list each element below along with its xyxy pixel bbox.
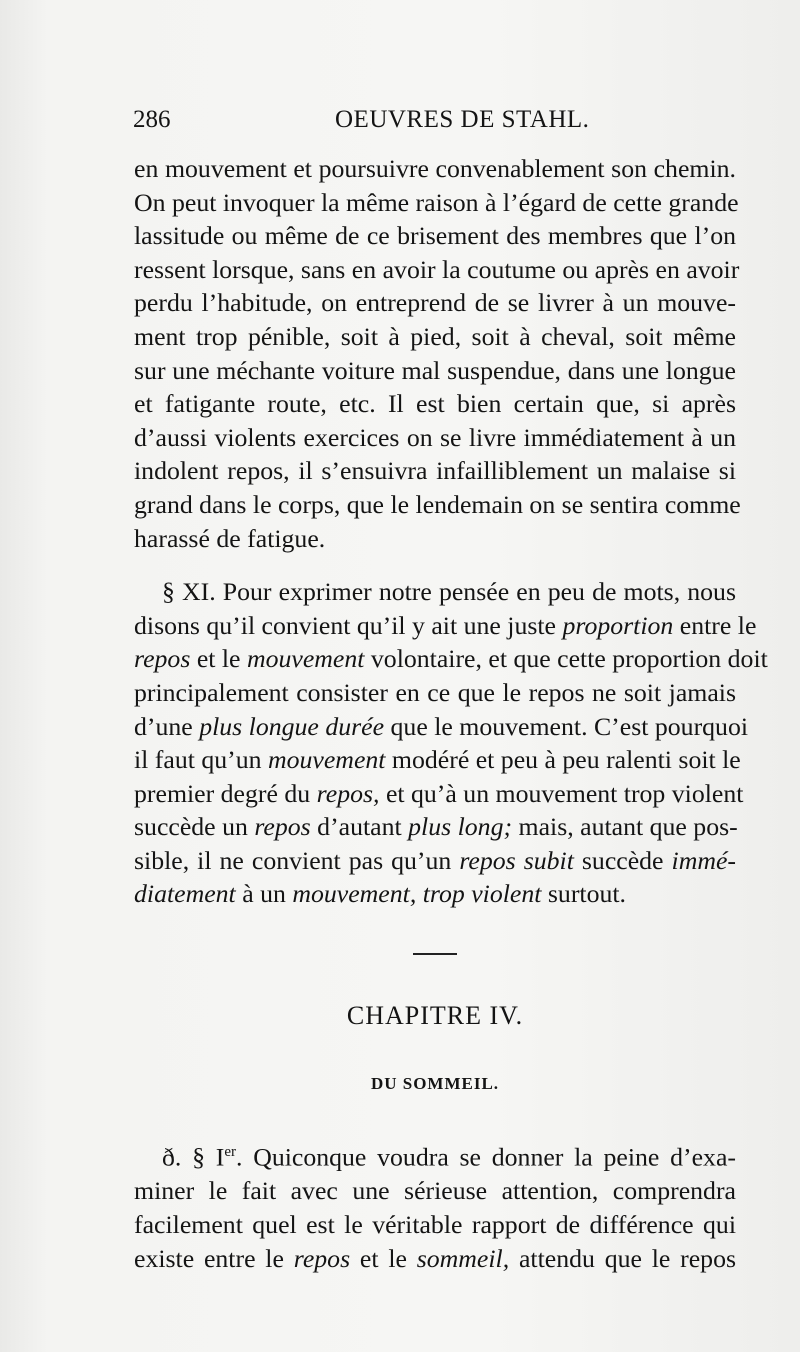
text-line: harassé de fatigue. (134, 523, 326, 553)
text-line: ressent lorsque, sans en avoir la coutume ou après en avoir (134, 254, 740, 284)
text-run: § XI. Pour exprimer notre pensée en peu de mots, nous (162, 577, 736, 607)
text-run: miner le fait avec une sérieuse attention, comprendra (134, 1176, 736, 1206)
text-run: entre le (679, 610, 757, 640)
text-line: et fatigante route, etc. Il est bien certain que, si après (134, 389, 736, 419)
section-title: DU SOMMEIL. (370, 1073, 500, 1093)
italic-run: repos, (316, 778, 380, 808)
italic-run: repos subit (459, 845, 574, 875)
italic-run: immé- (671, 845, 736, 875)
text-run: succède un (134, 812, 248, 842)
text-line (134, 676, 736, 710)
text-run: modéré et peu à peu ralenti soit le (391, 745, 741, 775)
text-line: On peut invoquer la même raison à l’égard de cette grande (134, 187, 739, 217)
text-run: ð. § I (162, 1142, 225, 1172)
text-run: et le (196, 644, 241, 674)
text-run: disons qu’il convient qu’il y ait une juste (134, 610, 557, 640)
italic-run: repos (293, 1243, 351, 1273)
page-number: 286 (133, 106, 171, 133)
text-line (134, 710, 749, 744)
italic-run: mouvement (246, 644, 365, 674)
superscript: er (224, 1144, 236, 1161)
text-run: facilement quel est le véritable rapport de différence qui (134, 1210, 736, 1240)
italic-run: repos (134, 644, 191, 674)
paragraph-gap (134, 555, 736, 575)
page-header (133, 106, 733, 142)
italic-run: mouvement, trop violent (292, 879, 542, 909)
text-line (134, 642, 768, 676)
text-run: que le mouvement. C’est pourquoi (390, 711, 749, 741)
italic-run: diatement (134, 879, 236, 909)
text-line: lassitude ou même de ce brisement des membres que l’on (134, 221, 736, 251)
section-divider (413, 953, 457, 955)
text-run: attendu que le repos (518, 1243, 737, 1273)
italic-run: sommeil, (416, 1243, 510, 1273)
italic-run: plus long; (408, 812, 513, 842)
chapter-title: CHAPITRE IV. (346, 1001, 524, 1031)
text-run: et le (359, 1243, 407, 1273)
text-run: d’autant (317, 812, 402, 842)
text-line (134, 1174, 736, 1208)
text-run: sible, il ne convient pas qu’un (134, 845, 452, 875)
paragraph-3 (134, 1136, 736, 1275)
italic-run: proportion (562, 610, 674, 640)
page-body (134, 152, 768, 1275)
running-head: OEUVRES DE STAHL. (335, 106, 590, 133)
text-run: volontaire, et que cette proportion doit (370, 644, 768, 674)
paragraph-1 (134, 152, 741, 555)
text-run: existe entre le (134, 1243, 284, 1273)
text-run: . Quiconque voudra se donner la peine d’exa- (236, 1142, 736, 1172)
text-line: sur une méchante voiture mal suspendue, dans une longue (134, 355, 736, 385)
text-run: principalement consister en ce que le repos ne soit jamais (134, 677, 736, 707)
italic-run: plus longue durée (199, 711, 385, 741)
paragraph-2 (134, 575, 768, 911)
text-line (134, 810, 736, 844)
text-line: en mouvement et poursuivre convenablement son chemin. (134, 154, 736, 183)
text-line (134, 575, 736, 609)
text-run: il faut qu’un (134, 745, 262, 775)
text-line (134, 777, 744, 811)
text-line (134, 1136, 736, 1174)
text-run: mais, autant que pos- (518, 812, 738, 842)
text-run: à un (242, 879, 286, 909)
text-line (134, 1208, 736, 1242)
italic-run: repos (254, 812, 311, 842)
text-run: succède (581, 845, 664, 875)
text-line: perdu l’habitude, on entreprend de se livrer à un mouve- (134, 288, 736, 318)
text-line: grand dans le corps, que le lendemain on se sentira comme (134, 489, 741, 519)
text-run: surtout. (547, 879, 626, 909)
text-line: indolent repos, il s’ensuivra infailliblement un malaise si (134, 456, 736, 486)
text-line (134, 609, 757, 643)
text-line (134, 877, 736, 911)
text-run: et qu’à un mouvement trop violent (385, 778, 744, 808)
text-run: premier degré du (134, 778, 311, 808)
text-line (134, 844, 736, 878)
text-run: d’une (134, 711, 193, 741)
text-line (134, 743, 741, 777)
text-line: ment trop pénible, soit à pied, soit à cheval, soit même (134, 321, 736, 351)
text-line: d’aussi violents exercices on se livre immédiatement à un (134, 422, 736, 452)
text-line (134, 1242, 736, 1276)
italic-run: mouvement (267, 745, 386, 775)
